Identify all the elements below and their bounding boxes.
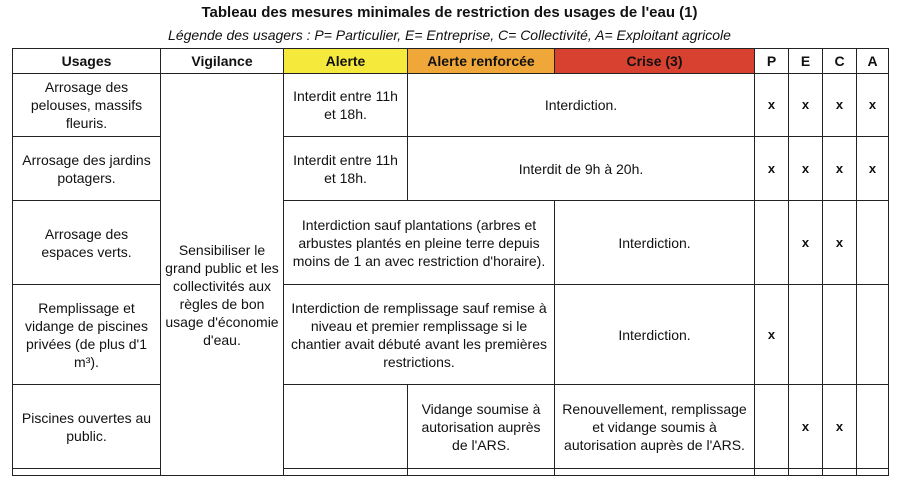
a-cell <box>857 469 889 476</box>
vigilance-cell: Sensibiliser le grand public et les collectivités aux règles de bon usage d'économie d'eau. <box>161 74 284 476</box>
a-cell <box>857 201 889 285</box>
table-row <box>13 137 889 201</box>
c-cell <box>823 285 857 385</box>
header-alerte: Alerte <box>284 49 408 74</box>
table-row-partial <box>13 469 889 476</box>
renforcee-cell: Vidange soumise à autorisation auprès de l'ARS. <box>408 385 555 469</box>
alerte-cell: Interdit entre 11h et 18h. <box>284 74 408 137</box>
c-cell: x <box>823 74 857 137</box>
c-cell: x <box>823 137 857 201</box>
c-cell: x <box>823 385 857 469</box>
alerte-renforcee-cell: Interdiction de remplissage sauf remise à niveau et premier remplissage si le chantier avait débuté avant les premières restrictions. <box>284 285 555 385</box>
e-cell: x <box>789 385 823 469</box>
header-p: P <box>755 49 789 74</box>
c-cell <box>823 469 857 476</box>
alerte-cell: Interdit entre 11h et 18h. <box>284 137 408 201</box>
e-cell <box>789 469 823 476</box>
table-row <box>13 385 889 469</box>
usage-cell: Arrosage des espaces verts. <box>13 201 161 285</box>
renforcee-crise-cell: Interdiction. <box>408 74 755 137</box>
crise-cell: Renouvellement, remplissage et vidange soumis à autorisation auprès de l'ARS. <box>555 385 755 469</box>
table-row <box>13 285 889 385</box>
header-c: C <box>823 49 857 74</box>
a-cell: x <box>857 137 889 201</box>
crise-cell <box>555 469 755 476</box>
header-crise: Crise (3) <box>555 49 755 74</box>
p-cell <box>755 385 789 469</box>
header-alerte-renforcee: Alerte renforcée <box>408 49 555 74</box>
p-cell: x <box>755 137 789 201</box>
renforcee-cell <box>408 469 555 476</box>
alerte-cell <box>284 469 408 476</box>
usage-cell: Arrosage des pelouses, massifs fleuris. <box>13 74 161 137</box>
e-cell <box>789 285 823 385</box>
crise-cell: Interdiction. <box>555 201 755 285</box>
a-cell <box>857 285 889 385</box>
usage-cell: Arrosage des jardins potagers. <box>13 137 161 201</box>
renforcee-crise-cell: Interdit de 9h à 20h. <box>408 137 755 201</box>
alerte-cell <box>284 385 408 469</box>
table-row <box>13 201 889 285</box>
e-cell: x <box>789 137 823 201</box>
e-cell: x <box>789 74 823 137</box>
p-cell <box>755 469 789 476</box>
crise-cell: Interdiction. <box>555 285 755 385</box>
restrictions-table <box>12 48 889 476</box>
usage-cell: Remplissage et vidange de piscines privées (de plus d'1 m³). <box>13 285 161 385</box>
p-cell: x <box>755 74 789 137</box>
header-usages: Usages <box>13 49 161 74</box>
p-cell <box>755 201 789 285</box>
a-cell <box>857 385 889 469</box>
header-e: E <box>789 49 823 74</box>
usage-cell <box>13 469 161 476</box>
header-row <box>13 49 889 74</box>
usage-cell: Piscines ouvertes au public. <box>13 385 161 469</box>
legend-text: Légende des usagers : P= Particulier, E= Entreprise, C= Collectivité, A= Exploitant agricole <box>168 27 731 43</box>
c-cell: x <box>823 201 857 285</box>
header-a: A <box>857 49 889 74</box>
a-cell: x <box>857 74 889 137</box>
header-vigilance: Vigilance <box>161 49 284 74</box>
table-row <box>13 74 889 137</box>
e-cell: x <box>789 201 823 285</box>
alerte-renforcee-cell: Interdiction sauf plantations (arbres et arbustes plantés en pleine terre depuis moins de 1 an avec restriction d'horaire). <box>284 201 555 285</box>
page-title: Tableau des mesures minimales de restriction des usages de l'eau (1) <box>201 4 698 21</box>
p-cell: x <box>755 285 789 385</box>
